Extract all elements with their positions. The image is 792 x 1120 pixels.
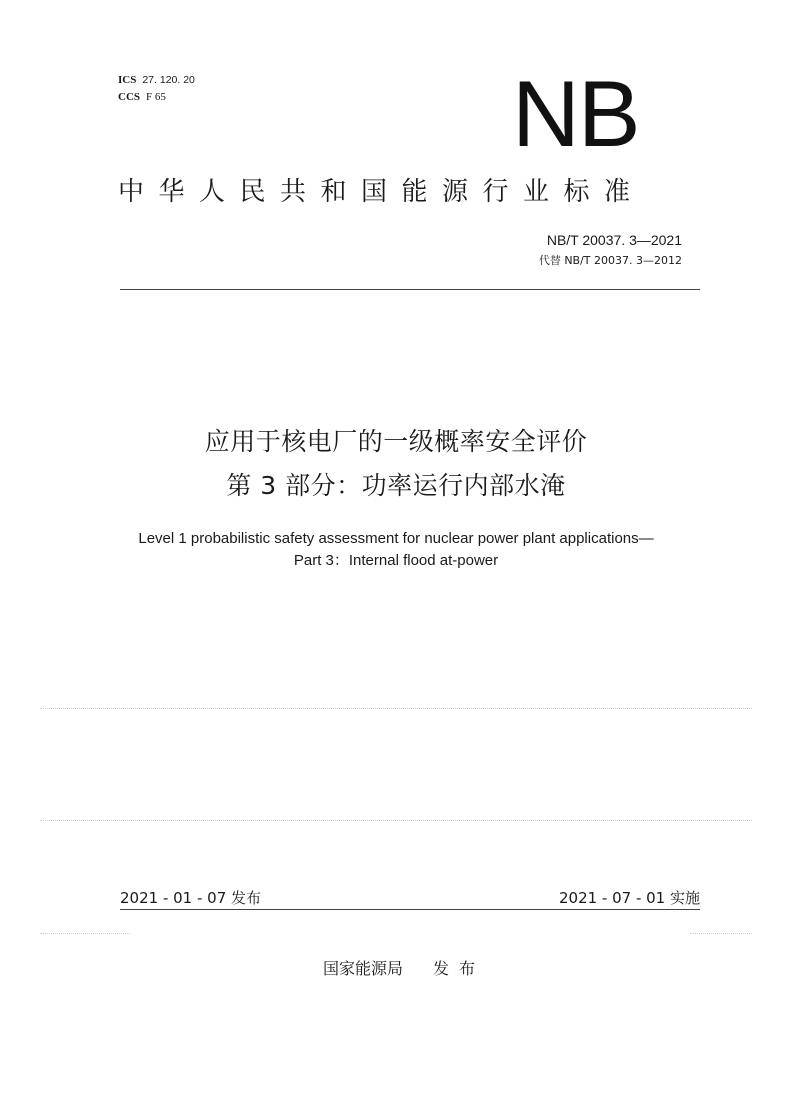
standard-category: 中华人民共和国能源行业标准 xyxy=(118,177,645,207)
header-divider xyxy=(120,289,700,290)
title-cn-line1: 应用于核电厂的一级概率安全评价 xyxy=(204,427,588,456)
ccs-label: CCS xyxy=(118,91,141,103)
publisher-name: 国家能源局 xyxy=(323,959,404,978)
ccs-value: F 65 xyxy=(146,91,166,103)
standard-number: NB/T 20037. 3—2021 xyxy=(546,232,682,248)
title-cn-line2: 第 3 部分：功率运行内部水淹 xyxy=(226,471,566,500)
issue-date: 2021 - 01 - 07 发布 xyxy=(120,889,262,907)
footer-divider xyxy=(120,909,700,910)
title-en-line1: Level 1 probabilistic safety assessment for nuclear power plant applications— xyxy=(138,530,654,547)
publish-action: 发布 xyxy=(433,959,486,978)
effective-date: 2021 - 07 - 01 实施 xyxy=(558,889,700,907)
publisher xyxy=(323,958,485,980)
classification-codes xyxy=(118,72,195,106)
dotted-divider xyxy=(40,820,752,821)
ics-label: ICS xyxy=(118,74,137,86)
ics-code xyxy=(118,72,195,89)
ics-value: 27. 120. 20 xyxy=(142,74,195,86)
dotted-divider xyxy=(40,933,130,934)
ccs-code xyxy=(118,89,195,106)
dotted-divider xyxy=(690,933,752,934)
nb-logo: NB xyxy=(512,61,639,166)
title-en-line2: Part 3：Internal flood at-power xyxy=(293,552,499,569)
dotted-divider xyxy=(40,708,752,709)
replaces-standard: 代替 NB/T 20037. 3—2012 xyxy=(538,254,682,267)
